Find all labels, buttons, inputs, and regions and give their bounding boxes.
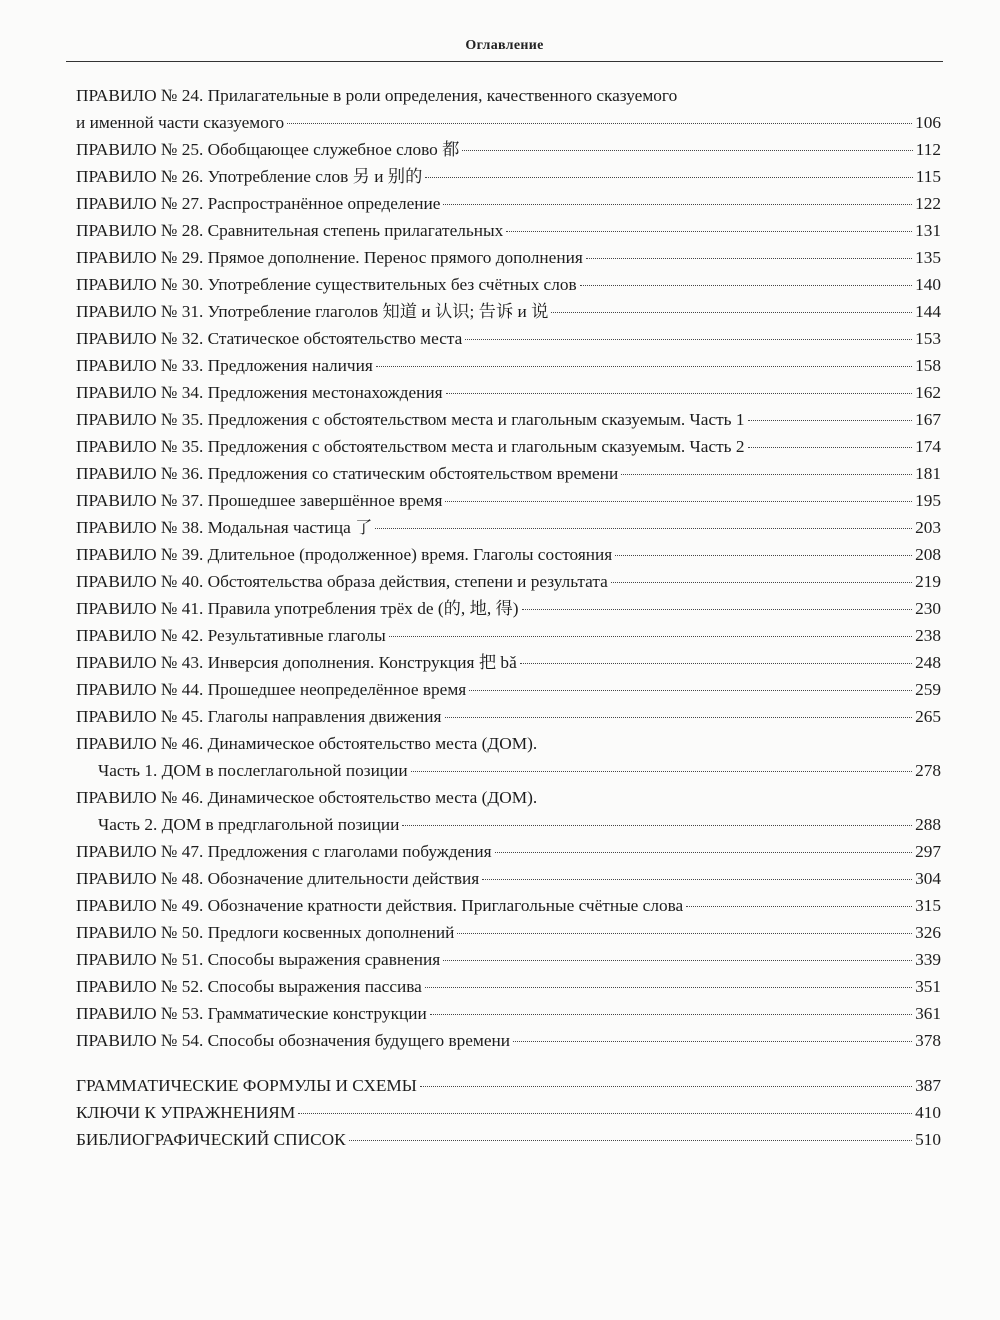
toc-entry[interactable] [76, 892, 941, 919]
toc-entry-line [76, 919, 941, 946]
toc-entry-line [76, 973, 941, 1000]
dot-leader [469, 690, 912, 691]
toc-entry-line [76, 703, 941, 730]
toc-entry-line [76, 1099, 941, 1126]
toc-entry[interactable] [76, 1072, 941, 1099]
toc-page-number: 174 [915, 437, 941, 456]
toc-entry[interactable] [76, 676, 941, 703]
toc-entry[interactable] [76, 1027, 941, 1054]
toc-entry[interactable] [76, 298, 941, 325]
toc-entry[interactable] [76, 82, 941, 136]
toc-entry-title: ПРАВИЛО № 47. Предложения с глаголами побуждения [76, 842, 492, 861]
toc-entry[interactable] [76, 649, 941, 676]
toc-entry-title: ПРАВИЛО № 44. Прошедшее неопределённое время [76, 680, 467, 699]
page-header-title: Оглавление [465, 38, 544, 53]
toc-entry-line [76, 1027, 941, 1054]
toc-entry[interactable] [76, 244, 941, 271]
toc-page-number: 315 [915, 896, 941, 915]
toc-entry-line [76, 244, 941, 271]
toc-entry-line [76, 892, 941, 919]
dot-leader [425, 987, 912, 988]
toc-entry-heading: ПРАВИЛО № 46. Динамическое обстоятельство места (ДОМ). [76, 788, 538, 807]
dot-leader [482, 879, 912, 880]
toc-entry-line [76, 163, 941, 190]
dot-leader [430, 1014, 912, 1015]
toc-entry-line [76, 487, 941, 514]
toc-page-number: 219 [915, 572, 941, 591]
toc-entry-title: ПРАВИЛО № 37. Прошедшее завершённое время [76, 491, 443, 510]
toc-page-number: 162 [915, 383, 941, 402]
toc-entry-title: ПРАВИЛО № 33. Предложения наличия [76, 356, 373, 375]
dot-leader [389, 636, 912, 637]
toc-entry[interactable] [76, 541, 941, 568]
table-of-contents [76, 82, 941, 1153]
toc-entry-line [76, 460, 941, 487]
toc-entry[interactable] [76, 784, 941, 838]
toc-entry-line [76, 865, 941, 892]
toc-entry-line [76, 271, 941, 298]
toc-entry[interactable] [76, 352, 941, 379]
toc-entry[interactable] [76, 217, 941, 244]
toc-page-number: 278 [915, 761, 941, 780]
dot-leader [457, 933, 912, 934]
toc-entry[interactable] [76, 406, 941, 433]
dot-leader [465, 339, 912, 340]
toc-entry-title: ПРАВИЛО № 41. Правила употребления трёх de (的, 地, 得) [76, 599, 519, 618]
dot-leader [298, 1113, 912, 1114]
toc-entry-title: Часть 2. ДОМ в предглагольной позиции [98, 815, 400, 834]
toc-entry[interactable] [76, 703, 941, 730]
header-divider [66, 61, 943, 62]
toc-entry-line [76, 352, 941, 379]
toc-entry-line [76, 757, 941, 784]
toc-entry-title: и именной части сказуемого [76, 113, 285, 132]
toc-page-number: 339 [915, 950, 941, 969]
toc-entry[interactable] [76, 865, 941, 892]
toc-entry-line [76, 649, 941, 676]
toc-page-number: 351 [915, 977, 941, 996]
toc-entry-line [76, 568, 941, 595]
toc-appendices [76, 1072, 941, 1153]
toc-page-number: 144 [915, 302, 941, 321]
dot-leader [580, 285, 912, 286]
toc-entry-title: ПРАВИЛО № 50. Предлоги косвенных дополнений [76, 923, 455, 942]
toc-page-number: 140 [915, 275, 941, 294]
toc-entry-line [76, 136, 941, 163]
toc-entry[interactable] [76, 325, 941, 352]
dot-leader [349, 1140, 912, 1141]
toc-page-number: 195 [915, 491, 941, 510]
toc-entry-title: ПРАВИЛО № 53. Грамматические конструкции [76, 1004, 427, 1023]
toc-entry[interactable] [76, 730, 941, 784]
dot-leader [513, 1041, 912, 1042]
toc-page-number: 304 [915, 869, 941, 888]
toc-entry-title: ПРАВИЛО № 34. Предложения местонахождения [76, 383, 443, 402]
toc-entry-title: ПРАВИЛО № 35. Предложения с обстоятельством места и глагольным сказуемым. Часть 1 [76, 410, 745, 429]
toc-entry-title: ГРАММАТИЧЕСКИЕ ФОРМУЛЫ И СХЕМЫ [76, 1076, 417, 1095]
toc-entry[interactable] [76, 487, 941, 514]
toc-entry-title: Часть 1. ДОМ в послеглагольной позиции [98, 761, 408, 780]
toc-entry-line [76, 946, 941, 973]
toc-page-number: 238 [915, 626, 941, 645]
dot-leader [420, 1086, 912, 1087]
dot-leader [445, 717, 913, 718]
toc-entry[interactable] [76, 379, 941, 406]
toc-entry-title: ПРАВИЛО № 26. Употребление слов 另 и 别的 [76, 167, 423, 186]
dot-leader [445, 501, 912, 502]
toc-entry-title: БИБЛИОГРАФИЧЕСКИЙ СПИСОК [76, 1130, 346, 1149]
toc-entry-line [76, 109, 941, 136]
dot-leader [520, 663, 912, 664]
toc-page-number: 259 [915, 680, 941, 699]
toc-page-number: 378 [915, 1031, 941, 1050]
toc-entry-title: ПРАВИЛО № 27. Распространённое определение [76, 194, 441, 213]
toc-entry-title: ПРАВИЛО № 29. Прямое дополнение. Перенос прямого дополнения [76, 248, 583, 267]
toc-entry-title: ПРАВИЛО № 28. Сравнительная степень прилагательных [76, 221, 504, 240]
toc-entry[interactable] [76, 919, 941, 946]
toc-entry[interactable] [76, 595, 941, 622]
dot-leader [586, 258, 912, 259]
dot-leader [748, 447, 913, 448]
toc-entry-title: КЛЮЧИ К УПРАЖНЕНИЯМ [76, 1103, 296, 1122]
toc-entry-title: ПРАВИЛО № 36. Предложения со статическим обстоятельством времени [76, 464, 619, 483]
toc-page-number: 510 [915, 1130, 941, 1149]
toc-entry-title: ПРАВИЛО № 25. Обобщающее служебное слово 都 [76, 140, 460, 159]
dot-leader [615, 555, 912, 556]
toc-entry-title: ПРАВИЛО № 35. Предложения с обстоятельством места и глагольным сказуемым. Часть 2 [76, 437, 745, 456]
toc-entry-line [76, 406, 941, 433]
toc-page-number: 203 [915, 518, 941, 537]
toc-page-number: 112 [915, 140, 941, 159]
toc-entry-line [76, 541, 941, 568]
toc-page-number: 248 [915, 653, 941, 672]
toc-page-number: 153 [915, 329, 941, 348]
dot-leader [462, 150, 912, 151]
toc-entry-line [76, 838, 941, 865]
toc-entry-line [76, 1126, 941, 1153]
toc-entry-title: ПРАВИЛО № 43. Инверсия дополнения. Конструкция 把 bǎ [76, 653, 517, 672]
toc-entry[interactable] [76, 136, 941, 163]
toc-page-number: 158 [915, 356, 941, 375]
toc-entry-title: ПРАВИЛО № 48. Обозначение длительности действия [76, 869, 480, 888]
toc-entry-title: ПРАВИЛО № 51. Способы выражения сравнения [76, 950, 441, 969]
dot-leader [446, 393, 912, 394]
dot-leader [621, 474, 912, 475]
dot-leader [495, 852, 912, 853]
toc-entry-line [76, 676, 941, 703]
dot-leader [611, 582, 912, 583]
toc-entry[interactable] [76, 433, 941, 460]
toc-entry[interactable] [76, 1000, 941, 1027]
dot-leader [287, 123, 912, 124]
dot-leader [506, 231, 912, 232]
toc-entry-title: ПРАВИЛО № 40. Обстоятельства образа действия, степени и результата [76, 572, 608, 591]
toc-page-number: 115 [915, 167, 941, 186]
toc-page-number: 106 [915, 113, 941, 132]
toc-entry[interactable] [76, 514, 941, 541]
toc-page-number: 410 [915, 1103, 941, 1122]
toc-page-number: 297 [915, 842, 941, 861]
toc-entry-heading: ПРАВИЛО № 24. Прилагательные в роли определения, качественного сказуемого [76, 86, 678, 105]
dot-leader [443, 960, 912, 961]
toc-entry-line [76, 325, 941, 352]
toc-entry-line [76, 811, 941, 838]
toc-entry-line [76, 1072, 941, 1099]
toc-page-number: 131 [915, 221, 941, 240]
toc-page-number: 122 [915, 194, 941, 213]
toc-entries [76, 82, 941, 1054]
toc-entry-title: ПРАВИЛО № 52. Способы выражения пассива [76, 977, 422, 996]
toc-entry[interactable] [76, 973, 941, 1000]
toc-entry-line [76, 1000, 941, 1027]
toc-page-number: 208 [915, 545, 941, 564]
toc-entry-title: ПРАВИЛО № 30. Употребление существительных без счётных слов [76, 275, 577, 294]
toc-entry-title: ПРАВИЛО № 39. Длительное (продолженное) время. Глаголы состояния [76, 545, 613, 564]
dot-leader [375, 528, 912, 529]
toc-entry[interactable] [76, 1099, 941, 1126]
dot-leader [522, 609, 913, 610]
toc-entry[interactable] [76, 838, 941, 865]
toc-page-number: 230 [915, 599, 941, 618]
toc-page-number: 265 [915, 707, 941, 726]
toc-page-number: 361 [915, 1004, 941, 1023]
toc-entry[interactable] [76, 946, 941, 973]
dot-leader [402, 825, 912, 826]
toc-entry-line [76, 595, 941, 622]
toc-entry-title: ПРАВИЛО № 38. Модальная частица 了 [76, 518, 373, 537]
toc-entry-line [76, 217, 941, 244]
dot-leader [376, 366, 912, 367]
toc-entry-line [76, 190, 941, 217]
toc-entry[interactable] [76, 460, 941, 487]
toc-entry-heading: ПРАВИЛО № 46. Динамическое обстоятельство места (ДОМ). [76, 734, 538, 753]
toc-entry-line [76, 622, 941, 649]
dot-leader [748, 420, 913, 421]
toc-entry[interactable] [76, 622, 941, 649]
dot-leader [425, 177, 912, 178]
toc-page-number: 387 [915, 1076, 941, 1095]
toc-entry-title: ПРАВИЛО № 54. Способы обозначения будущего времени [76, 1031, 511, 1050]
toc-page-number: 167 [915, 410, 941, 429]
toc-page-number: 288 [915, 815, 941, 834]
dot-leader [686, 906, 912, 907]
toc-entry[interactable] [76, 271, 941, 298]
dot-leader [443, 204, 912, 205]
toc-entry[interactable] [76, 163, 941, 190]
toc-page-number: 181 [915, 464, 941, 483]
toc-page-number: 326 [915, 923, 941, 942]
toc-entry-title: ПРАВИЛО № 32. Статическое обстоятельство места [76, 329, 463, 348]
toc-entry-title: ПРАВИЛО № 49. Обозначение кратности действия. Приглагольные счётные слова [76, 896, 684, 915]
toc-entry[interactable] [76, 1126, 941, 1153]
dot-leader [551, 312, 912, 313]
toc-entry-title: ПРАВИЛО № 42. Результативные глаголы [76, 626, 386, 645]
toc-entry-title: ПРАВИЛО № 45. Глаголы направления движения [76, 707, 442, 726]
toc-entry-line [76, 379, 941, 406]
toc-page-number: 135 [915, 248, 941, 267]
toc-entry-line [76, 433, 941, 460]
toc-entry-title: ПРАВИЛО № 31. Употребление глаголов 知道 и 认识; 告诉 и 说 [76, 302, 549, 321]
toc-entry-line [76, 298, 941, 325]
toc-entry[interactable] [76, 190, 941, 217]
dot-leader [411, 771, 913, 772]
toc-entry[interactable] [76, 568, 941, 595]
toc-entry-line [76, 514, 941, 541]
